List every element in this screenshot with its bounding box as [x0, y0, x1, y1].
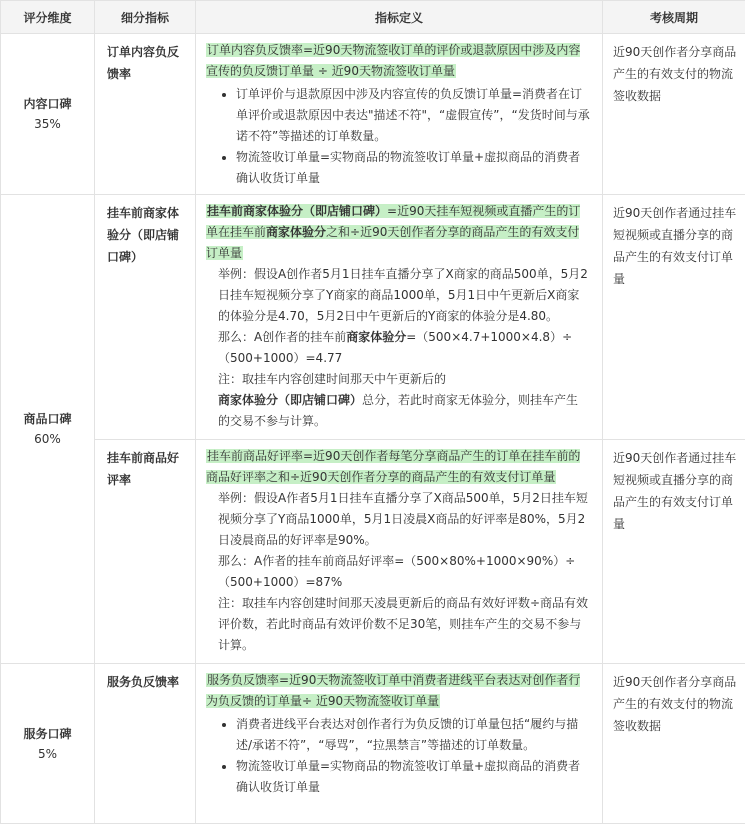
- table-row: [1, 664, 745, 824]
- indicator-name: 挂车前商品好评率: [95, 440, 196, 664]
- definition-cell: [196, 195, 603, 440]
- formula-rest: 之和÷近90天创作者分享的商品产生的有效支付订单量: [206, 225, 579, 260]
- dimension-name: 商品口碑: [1, 409, 94, 429]
- formula-highlight: 订单内容负反馈率=近90天物流签收订单的评价或退款原因中涉及内容宣传的负反馈订单量 ÷ 近90天物流签收订单量: [206, 43, 580, 78]
- indicator-name: 挂车前商家体验分（即店铺口碑）: [95, 195, 196, 440]
- formula-bold: 商家体验分: [266, 225, 326, 239]
- table-header-row: [1, 1, 745, 34]
- definition-list: [206, 84, 590, 189]
- header-indicator: 细分指标: [95, 1, 196, 34]
- dimension-cell: [1, 195, 95, 664]
- indicator-name: 服务负反馈率: [95, 664, 196, 824]
- calc-bold: 商家体验分: [346, 330, 406, 344]
- cycle-text: 近90天创作者分享商品产生的有效支付的物流签收数据: [603, 34, 745, 195]
- definition-list: [206, 714, 590, 798]
- dimension-name: 内容口碑: [1, 94, 94, 114]
- dimension-cell: [1, 34, 95, 195]
- list-item: • 物流签收订单量=实物商品的物流签收订单量+虚拟商品的消费者确认收货订单量: [236, 147, 590, 189]
- formula-highlight: 服务负反馈率=近90天物流签收订单中消费者进线平台表达对创作者行为负反馈的订单量÷ 近90天物流签收订单量: [206, 673, 580, 708]
- dimension-weight: 5%: [1, 744, 94, 764]
- note-pre: 注：取挂车内容创建时间那天中午更新后的: [218, 372, 446, 386]
- list-item: • 消费者进线平台表达对创作者行为负反馈的订单量包括“履约与描述/承诺不符”，“辱骂”，“拉黑禁言”等描述的订单数量。: [236, 714, 590, 756]
- note-text: 注：取挂车内容创建时间那天凌晨更新后的商品有效好评数÷商品有效评价数，若此时商品有效评价数不足30笔，则挂车产生的交易不参与计算。: [218, 593, 590, 656]
- example-text: 举例：假设A作者5月1日挂车直播分享了X商品500单，5月2日挂车短视频分享了Y商品1000单，5月1日凌晨X商品的好评率是80%，5月2日凌晨商品的好评率是90%。: [218, 488, 590, 551]
- definition-cell: [196, 440, 603, 664]
- dimension-name: 服务口碑: [1, 724, 94, 744]
- table-row: [1, 195, 745, 440]
- table-row: [1, 440, 745, 664]
- dimension-weight: 35%: [1, 114, 94, 134]
- indicator-name: 订单内容负反馈率: [95, 34, 196, 195]
- cycle-text: 近90天创作者分享商品产生的有效支付的物流签收数据: [603, 664, 745, 824]
- calc-post: =（500×4.7+1000×4.8）÷（500+1000）=4.77: [218, 330, 572, 365]
- dimension-weight: 60%: [1, 429, 94, 449]
- list-item: • 物流签收订单量=实物商品的物流签收订单量+虚拟商品的消费者确认收货订单量: [236, 756, 590, 798]
- calc-pre: 那么：A创作者的挂车前: [218, 330, 346, 344]
- cycle-text: 近90天创作者通过挂车短视频或直播分享的商品产生的有效支付订单量: [603, 195, 745, 440]
- definition-cell: [196, 34, 603, 195]
- dimension-cell: [1, 664, 95, 824]
- formula-bold: 挂车前商家体验分（即店铺口碑）: [207, 204, 387, 218]
- calc-text: 那么：A作者的挂车前商品好评率=（500×80%+1000×90%）÷（500+1000）=87%: [218, 551, 590, 593]
- table-row: [1, 34, 745, 195]
- note-text: [218, 369, 590, 432]
- definition-cell: [196, 664, 603, 824]
- cycle-text: 近90天创作者通过挂车短视频或直播分享的商品产生的有效支付订单量: [603, 440, 745, 664]
- formula-mid: =近90天挂车短视频或直播产生的订单在挂车前: [206, 204, 580, 239]
- note-bold: 商家体验分（即店铺口碑）: [218, 393, 362, 407]
- example-text: 举例：假设A创作者5月1日挂车直播分享了X商家的商品500单，5月2日挂车短视频分享了Y商家的商品1000单，5月1日中午更新后X商家的体验分是4.70，5月2日中午更新后的Y商家的体验分是4.80。: [218, 264, 590, 327]
- calc-text: [218, 327, 590, 369]
- header-definition: 指标定义: [196, 1, 603, 34]
- header-dimension: 评分维度: [1, 1, 95, 34]
- note-post: 总分，若此时商家无体验分，则挂车产生的交易不参与计算。: [218, 393, 578, 428]
- formula-highlight: 挂车前商品好评率=近90天创作者每笔分享商品产生的订单在挂车前的商品好评率之和÷近90天创作者分享的商品产生的有效支付订单量: [206, 449, 580, 484]
- formula-highlight: [206, 204, 580, 260]
- list-item: • 订单评价与退款原因中涉及内容宣传的负反馈订单量=消费者在订单评价或退款原因中表达"描述不符"，“虚假宣传”，“发货时间与承诺不符”等描述的订单数量。: [236, 84, 590, 147]
- header-cycle: 考核周期: [603, 1, 745, 34]
